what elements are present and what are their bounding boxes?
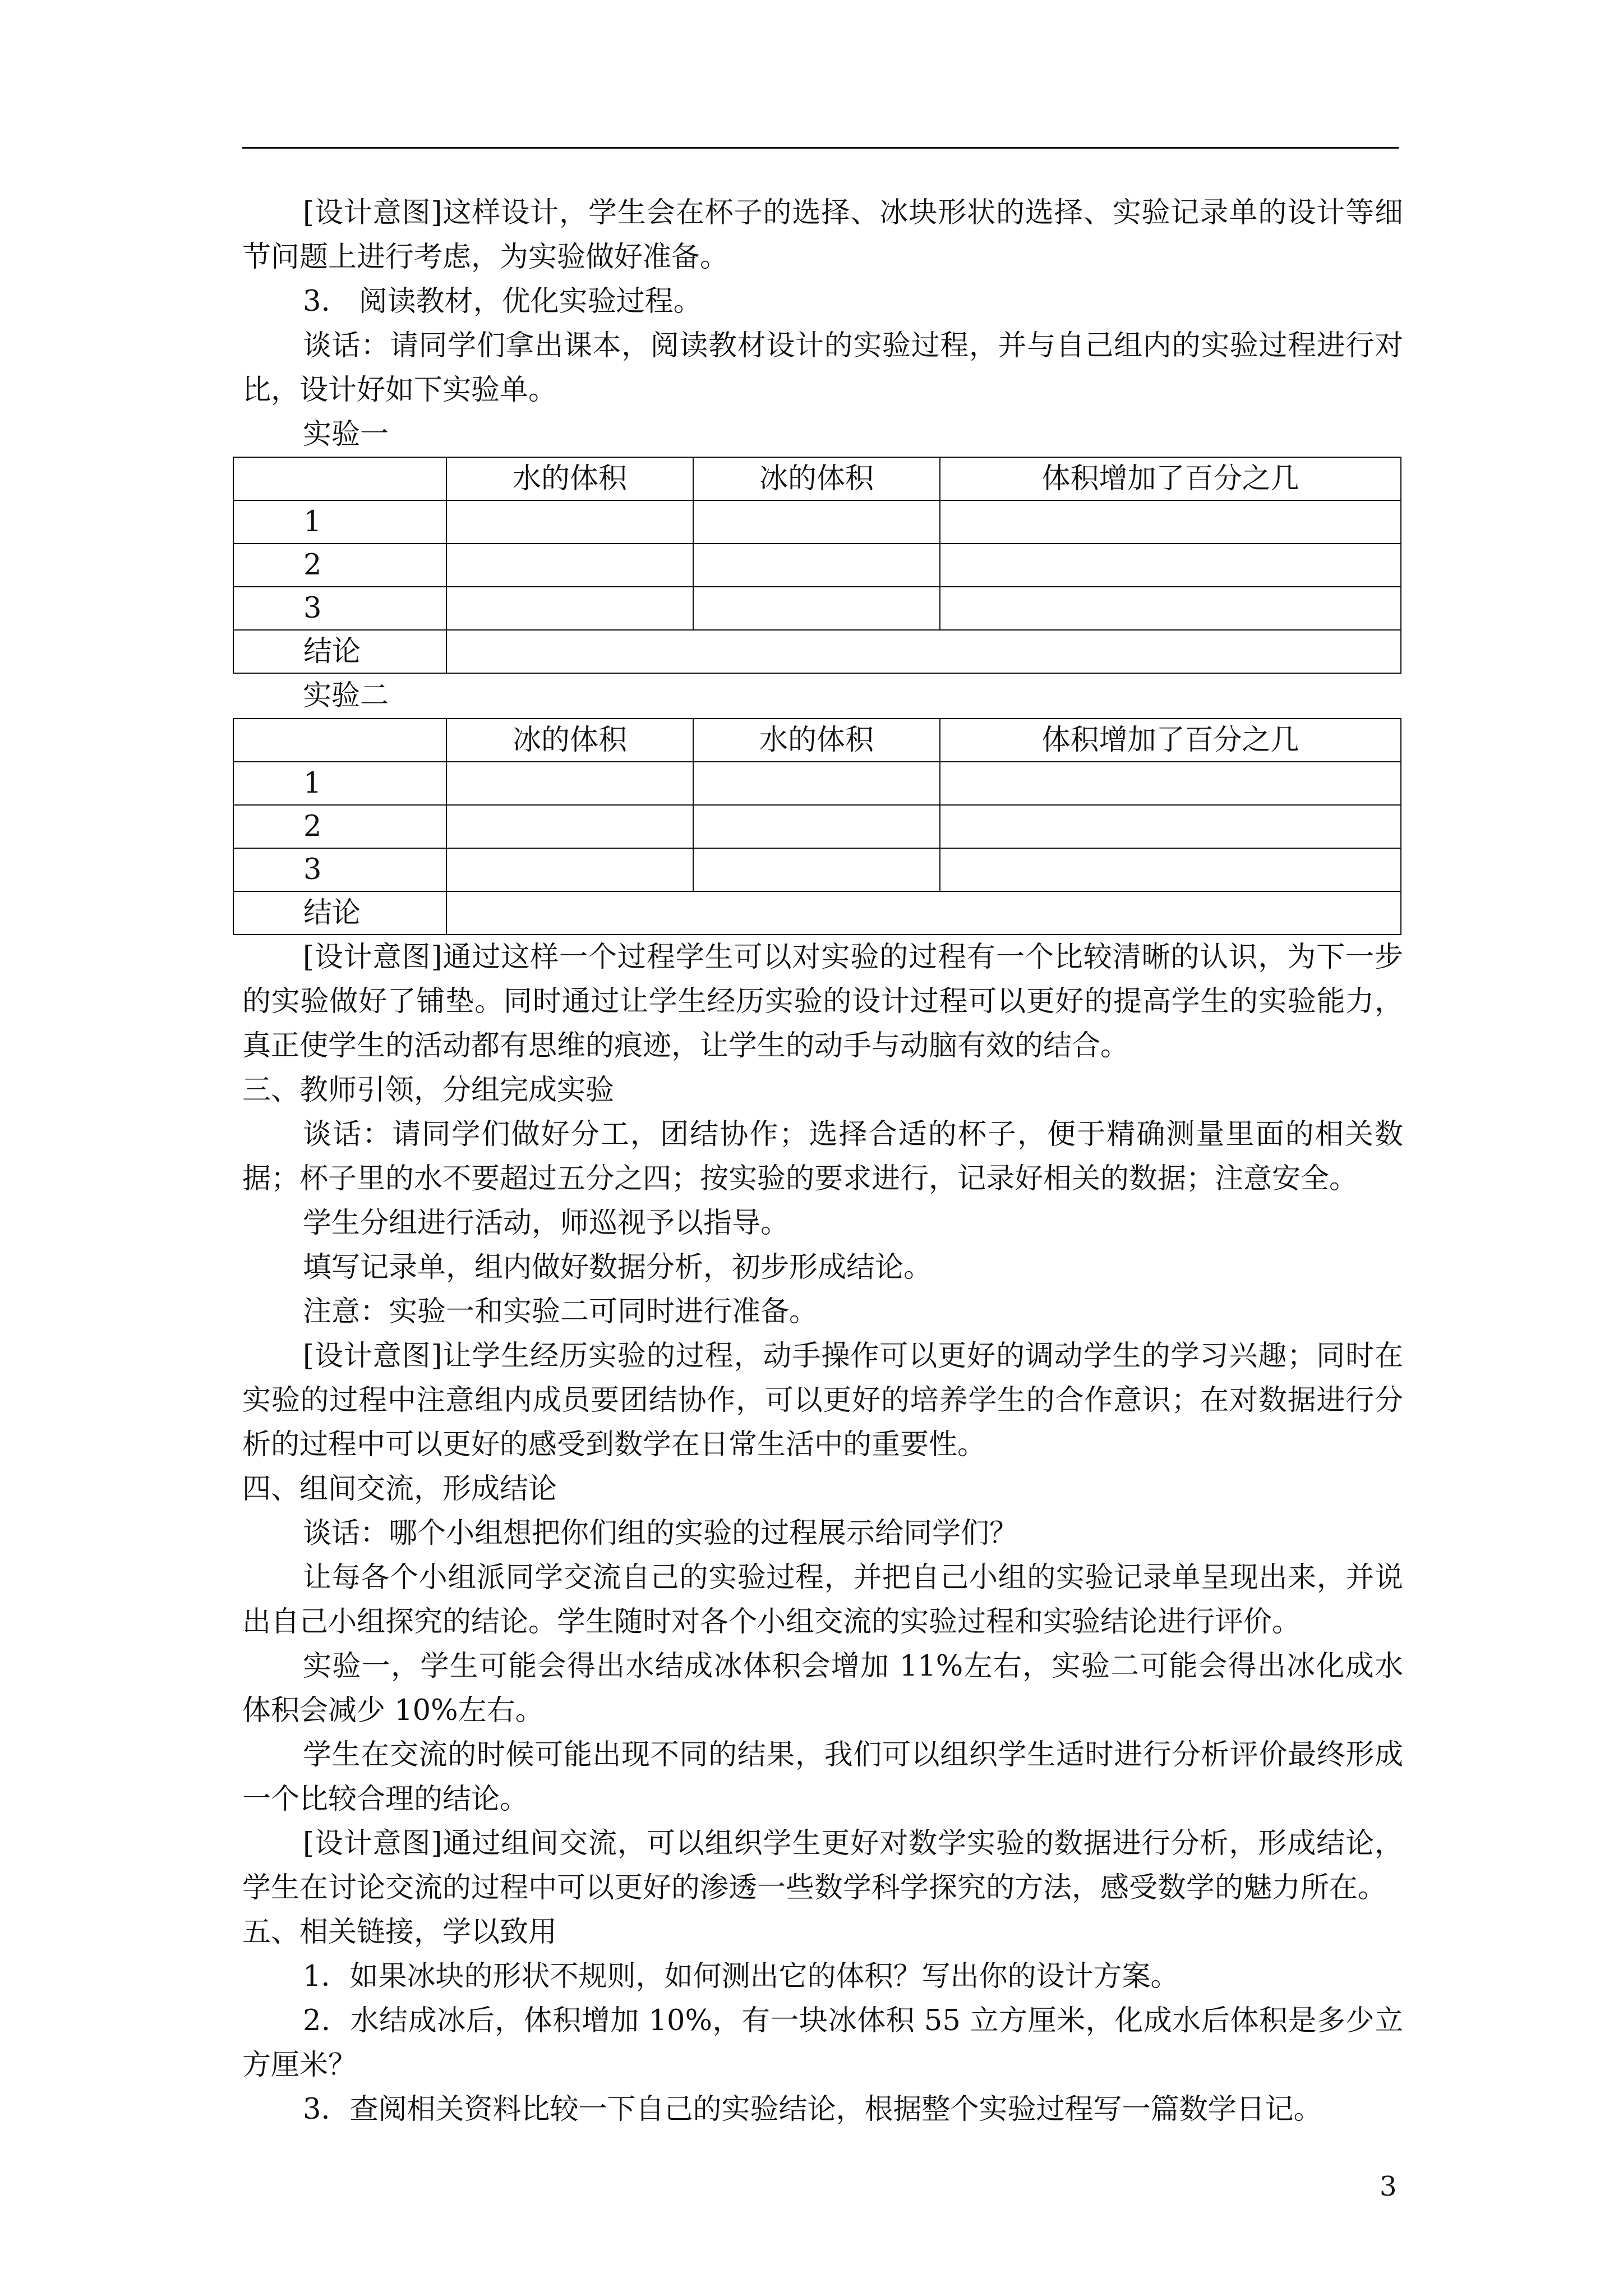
row-index-cell: 3 xyxy=(233,848,446,891)
paragraph: 学生分组进行活动，师巡视予以指导。 xyxy=(303,1207,790,1240)
paragraph: 让每各个小组派同学交流自己的实验过程，并把自己小组的实验记录单呈现出来，并说出自己小组探究的结论。学生随时对各个小组交流的实验过程和实验结论进行评价。 xyxy=(242,1561,1403,1639)
table-cell xyxy=(446,762,693,805)
table-cell xyxy=(693,805,940,848)
table-cell xyxy=(446,544,693,587)
page-content xyxy=(242,191,1403,2132)
table-cell xyxy=(693,544,940,587)
experiment-2-table xyxy=(233,718,1401,935)
table-row xyxy=(233,762,1401,805)
header-rule xyxy=(242,147,1399,149)
table-row xyxy=(233,544,1401,587)
table-cell xyxy=(940,805,1401,848)
paragraph: 谈话：请同学们拿出课本，阅读教材设计的实验过程，并与自己组内的实验过程进行对比，设计好如下实验单。 xyxy=(242,329,1403,407)
paragraph: 注意：实验一和实验二可同时进行准备。 xyxy=(303,1295,818,1328)
row-index-cell: 3 xyxy=(233,587,446,630)
table-row xyxy=(233,848,1401,891)
row-index-cell: 2 xyxy=(233,805,446,848)
table-cell xyxy=(940,848,1401,891)
paragraph: 2．水结成冰后，体积增加 10%，有一块冰体积 55 立方厘米，化成水后体积是多少立方厘米？ xyxy=(242,2004,1403,2082)
table-header-cell xyxy=(233,719,446,762)
table-cell xyxy=(446,848,693,891)
table-cell xyxy=(940,762,1401,805)
paragraph: 学生在交流的时候可能出现不同的结果，我们可以组织学生适时进行分析评价最终形成一个比较合理的结论。 xyxy=(242,1738,1403,1816)
paragraph: 填写记录单，组内做好数据分析，初步形成结论。 xyxy=(303,1251,933,1284)
table-header-row xyxy=(233,457,1401,500)
conclusion-row xyxy=(233,630,1401,673)
page-number: 3 xyxy=(1380,2171,1397,2202)
table-header-cell: 体积增加了百分之几 xyxy=(940,719,1401,762)
body-text-continued xyxy=(242,935,1403,2132)
table-row xyxy=(233,805,1401,848)
paragraph: 谈话：哪个小组想把你们组的实验的过程展示给同学们？ xyxy=(303,1517,1018,1550)
conclusion-row xyxy=(233,891,1401,935)
section-item: 3. 阅读教材，优化实验过程。 xyxy=(303,285,702,318)
table-header-cell: 水的体积 xyxy=(693,719,940,762)
paragraph: [设计意图]通过这样一个过程学生可以对实验的过程有一个比较清晰的认识，为下一步的实验做好了铺垫。同时通过让学生经历实验的设计过程可以更好的提高学生的实验能力，真正使学生的活动都有思维的痕迹，让学生的动手与动脑有效的结合。 xyxy=(242,941,1403,1062)
paragraph: [设计意图]让学生经历实验的过程，动手操作可以更好的调动学生的学习兴趣；同时在实验的过程中注意组内成员要团结协作，可以更好的培养学生的合作意识；在对数据进行分析的过程中可以更好的感受到数学在日常生活中的重要性。 xyxy=(242,1340,1403,1461)
paragraph: [设计意图]这样设计，学生会在杯子的选择、冰块形状的选择、实验记录单的设计等细节问题上进行考虑，为实验做好准备。 xyxy=(242,196,1403,274)
table-header-row xyxy=(233,719,1401,762)
paragraph: 3．查阅相关资料比较一下自己的实验结论，根据整个实验过程写一篇数学日记。 xyxy=(303,2093,1322,2126)
row-index-cell: 1 xyxy=(233,762,446,805)
table-cell xyxy=(693,848,940,891)
table-cell xyxy=(940,544,1401,587)
table-header-cell xyxy=(233,457,446,500)
table-cell xyxy=(446,587,693,630)
row-index-cell: 1 xyxy=(233,500,446,544)
conclusion-cell xyxy=(446,891,1401,935)
table-cell xyxy=(693,587,940,630)
table-cell xyxy=(940,587,1401,630)
table-label-experiment-2: 实验二 xyxy=(303,679,389,712)
table-cell xyxy=(446,805,693,848)
table-row xyxy=(233,587,1401,630)
table-header-cell: 冰的体积 xyxy=(693,457,940,500)
table-row xyxy=(233,500,1401,544)
experiment-1-table xyxy=(233,457,1401,674)
table-cell xyxy=(940,500,1401,544)
section-heading: 五、相关链接，学以致用 xyxy=(242,1916,557,1949)
table-header-cell: 体积增加了百分之几 xyxy=(940,457,1401,500)
section-heading: 三、教师引领，分组完成实验 xyxy=(242,1074,615,1107)
table-label-experiment-1: 实验一 xyxy=(303,418,389,451)
table-cell xyxy=(446,500,693,544)
table-header-cell: 水的体积 xyxy=(446,457,693,500)
conclusion-cell xyxy=(446,630,1401,673)
row-index-cell: 2 xyxy=(233,544,446,587)
table-cell xyxy=(693,762,940,805)
conclusion-label-cell: 结论 xyxy=(233,630,446,673)
section-heading: 四、组间交流，形成结论 xyxy=(242,1473,557,1506)
paragraph: [设计意图]通过组间交流，可以组织学生更好对数学实验的数据进行分析，形成结论，学生在讨论交流的过程中可以更好的渗透一些数学科学探究的方法，感受数学的魅力所在。 xyxy=(242,1827,1403,1904)
paragraph: 谈话：请同学们做好分工，团结协作；选择合适的杯子，便于精确测量里面的相关数据；杯子里的水不要超过五分之四；按实验的要求进行，记录好相关的数据；注意安全。 xyxy=(242,1118,1403,1195)
paragraph: 1．如果冰块的形状不规则，如何测出它的体积？写出你的设计方案。 xyxy=(303,1960,1179,1993)
table-header-cell: 冰的体积 xyxy=(446,719,693,762)
table-cell xyxy=(693,500,940,544)
paragraph: 实验一，学生可能会得出水结成冰体积会增加 11%左右，实验二可能会得出冰化成水体积会减少 10%左右。 xyxy=(242,1650,1403,1727)
conclusion-label-cell: 结论 xyxy=(233,891,446,935)
